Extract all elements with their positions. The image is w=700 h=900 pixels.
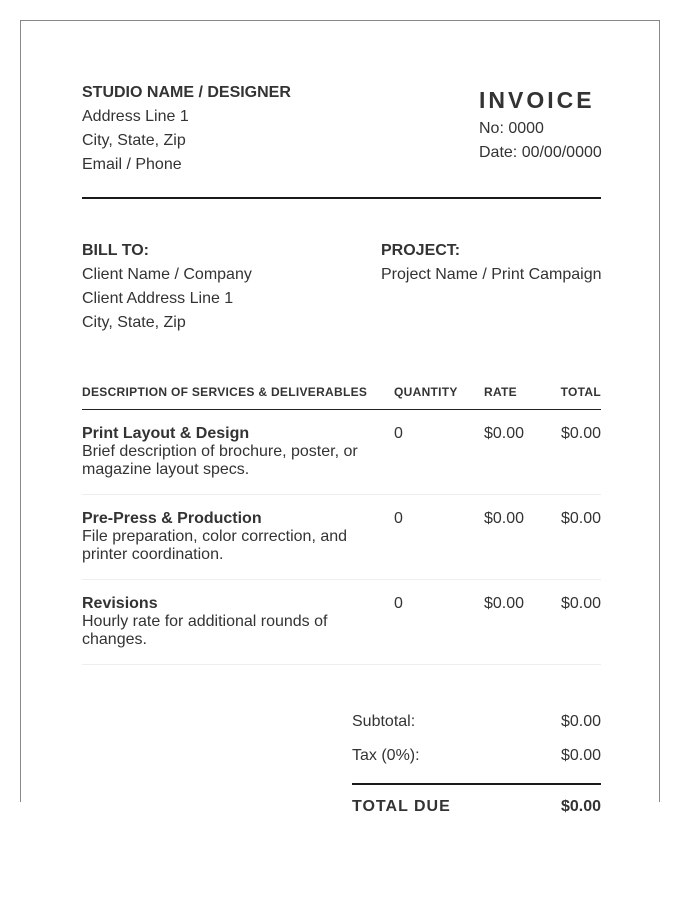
service-quantity: 0	[394, 510, 403, 527]
service-total: $0.00	[560, 510, 601, 527]
service-total: $0.00	[560, 595, 601, 612]
row-divider	[82, 494, 601, 495]
column-header-quantity: QUANTITY	[394, 385, 458, 399]
invoice-page	[20, 20, 660, 815]
service-quantity: 0	[394, 425, 403, 442]
service-total: $0.00	[560, 425, 601, 442]
studio-contact: Email / Phone	[82, 156, 182, 173]
summary-divider	[352, 783, 601, 785]
column-header-description: DESCRIPTION OF SERVICES & DELIVERABLES	[82, 385, 368, 399]
service-name: Revisions	[82, 595, 158, 612]
service-description: Brief description of brochure, poster, or magazine layout specs.	[82, 443, 358, 478]
client-name: Client Name / Company	[82, 266, 252, 283]
subtotal-value: $0.00	[560, 713, 601, 730]
row-divider	[82, 664, 601, 665]
service-name: Pre-Press & Production	[82, 510, 262, 527]
service-description: File preparation, color correction, and printer coordination.	[82, 528, 348, 563]
studio-city-state-zip: City, State, Zip	[82, 132, 186, 149]
studio-address: Address Line 1	[82, 108, 189, 125]
service-rate: $0.00	[484, 510, 525, 527]
tax-label: Tax (0%):	[352, 747, 420, 764]
invoice-date: Date: 00/00/0000	[479, 144, 602, 161]
total-due-value: $0.00	[560, 798, 601, 815]
client-address: Client Address Line 1	[82, 290, 234, 307]
project-label: PROJECT:	[381, 242, 461, 259]
row-divider	[82, 579, 601, 580]
table-header-divider	[82, 409, 601, 410]
service-quantity: 0	[394, 595, 403, 612]
service-rate: $0.00	[484, 595, 525, 612]
service-rate: $0.00	[484, 425, 525, 442]
invoice-number: No: 0000	[479, 120, 544, 137]
invoice-title: INVOICE	[479, 87, 595, 113]
total-due-label: TOTAL DUE	[352, 798, 451, 815]
project-name: Project Name / Print Campaign	[381, 266, 602, 283]
service-description: Hourly rate for additional rounds of changes.	[82, 613, 328, 648]
tax-value: $0.00	[560, 747, 601, 764]
bill-to-label: BILL TO:	[82, 242, 149, 259]
header-divider	[82, 197, 601, 199]
studio-name: STUDIO NAME / DESIGNER	[82, 84, 291, 101]
service-name: Print Layout & Design	[82, 425, 250, 442]
client-city-state-zip: City, State, Zip	[82, 314, 186, 331]
subtotal-label: Subtotal:	[352, 713, 416, 730]
column-header-total: TOTAL	[560, 385, 601, 399]
column-header-rate: RATE	[484, 385, 517, 399]
